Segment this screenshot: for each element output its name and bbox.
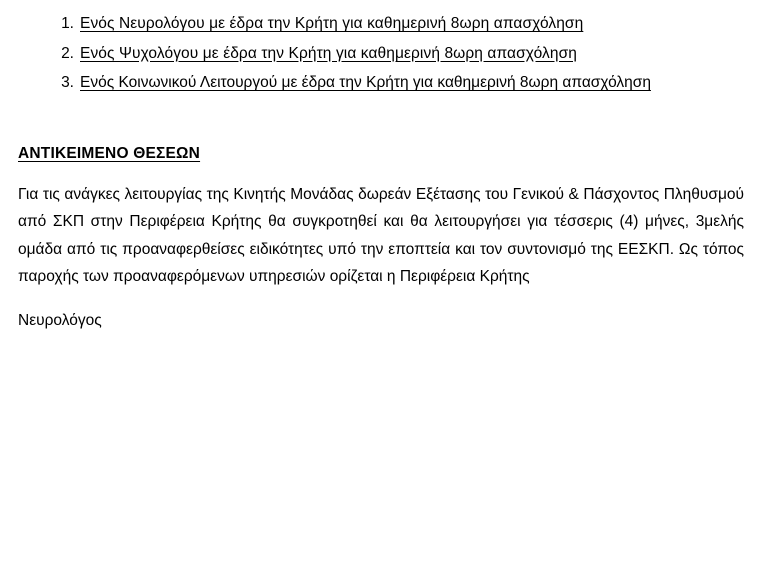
spacer bbox=[14, 99, 754, 145]
list-item-text: Ενός Ψυχολόγου με έδρα την Κρήτη για καθημερινή 8ωρη απασχόληση bbox=[80, 44, 577, 62]
list-item bbox=[61, 10, 754, 38]
spacer bbox=[14, 163, 754, 181]
tail-paragraph: Νευρολόγος bbox=[18, 312, 102, 330]
list-item-number: 2. bbox=[61, 44, 74, 62]
section-heading: ΑΝΤΙΚΕΙΜΕΝΟ ΘΕΣΕΩΝ bbox=[18, 144, 201, 162]
list-item-text: Ενός Νευρολόγου με έδρα την Κρήτη για καθημερινή 8ωρη απασχόληση bbox=[80, 15, 584, 32]
list-item-text: Ενός Κοινωνικού Λειτουργού με έδρα την Κρήτη για καθημερινή 8ωρη απασχόληση bbox=[80, 74, 651, 92]
list-item-number: 3. bbox=[61, 74, 74, 92]
requirements-list bbox=[14, 10, 754, 97]
list-item-number: 1. bbox=[61, 15, 74, 32]
body-paragraph: Για τις ανάγκες λειτουργίας της Κινητής Μονάδας δωρεάν Εξέτασης του Γενικού & Πάσχοντος Πληθυσμού από ΣΚΠ στην Περιφέρεια Κρήτης θα συγκροτηθεί και θα λειτουργήσει για τέσσερις (4) μήνες, 3μελής ομάδα από τις προαναφερθείσες ειδικότητες υπό την εποπτεία και τον συντονισμό της ΕΕΣΚΠ. Ως τόπος παροχής των προαναφερόμενων υπηρεσιών ορίζεται η Περιφέρεια Κρήτης bbox=[18, 185, 744, 286]
list-item bbox=[61, 40, 754, 68]
list-item bbox=[61, 69, 754, 97]
spacer bbox=[14, 291, 754, 307]
